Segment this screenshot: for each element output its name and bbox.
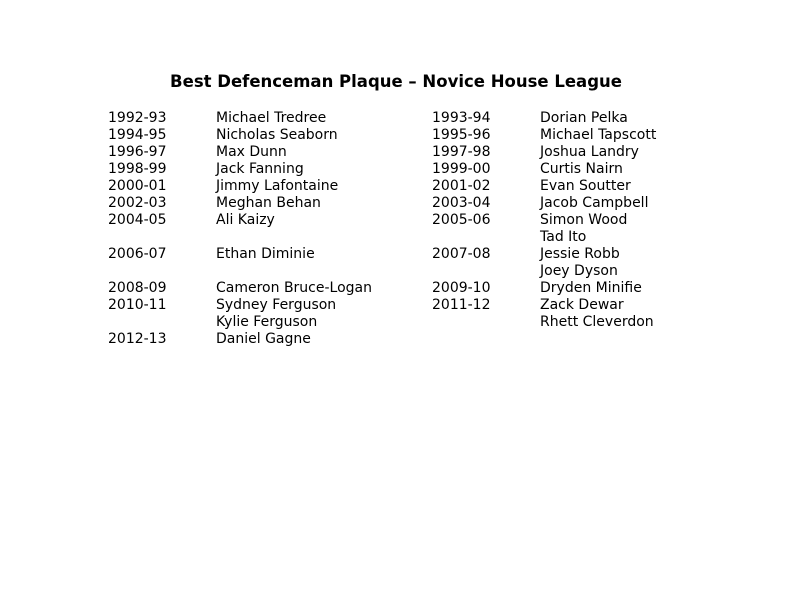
- season-year: 2012-13: [108, 331, 167, 347]
- season-year: 2002-03: [108, 195, 167, 211]
- winner-name: Michael Tredree: [216, 110, 327, 126]
- winner-name: Evan Soutter: [540, 178, 631, 194]
- winner-name: Joey Dyson: [540, 263, 618, 279]
- winner-name: Dorian Pelka: [540, 110, 628, 126]
- winner-name: Sydney Ferguson: [216, 297, 337, 313]
- season-year: 2006-07: [108, 246, 167, 262]
- winner-name: Ali Kaizy: [216, 212, 275, 228]
- winner-name: Jacob Campbell: [540, 195, 649, 211]
- winner-name: Zack Dewar: [540, 297, 624, 313]
- season-year: 1996-97: [108, 144, 167, 160]
- winner-name: Ethan Diminie: [216, 246, 315, 262]
- winner-name: Nicholas Seaborn: [216, 127, 338, 143]
- season-year: 2000-01: [108, 178, 167, 194]
- season-year: 1992-93: [108, 110, 167, 126]
- winner-name: Max Dunn: [216, 144, 287, 160]
- winner-name: Simon Wood: [540, 212, 628, 228]
- season-year: 2011-12: [432, 297, 491, 313]
- winner-name: Jessie Robb: [540, 246, 620, 262]
- season-year: 2003-04: [432, 195, 491, 211]
- winner-name: Kylie Ferguson: [216, 314, 318, 330]
- season-year: 1993-94: [432, 110, 491, 126]
- winner-name: Tad Ito: [540, 229, 587, 245]
- winner-name: Meghan Behan: [216, 195, 321, 211]
- winner-name: Curtis Nairn: [540, 161, 623, 177]
- season-year: 2007-08: [432, 246, 491, 262]
- winner-name: Michael Tapscott: [540, 127, 657, 143]
- season-year: 2005-06: [432, 212, 491, 228]
- winner-name: Cameron Bruce-Logan: [216, 280, 372, 296]
- winner-name: Dryden Minifie: [540, 280, 642, 296]
- winner-name: Jimmy Lafontaine: [216, 178, 339, 194]
- season-year: 1998-99: [108, 161, 167, 177]
- season-year: 2004-05: [108, 212, 167, 228]
- winner-name: Jack Fanning: [216, 161, 304, 177]
- season-year: 1995-96: [432, 127, 491, 143]
- winner-name: Joshua Landry: [540, 144, 639, 160]
- winner-name: Daniel Gagne: [216, 331, 311, 347]
- season-year: 1999-00: [432, 161, 491, 177]
- season-year: 1994-95: [108, 127, 167, 143]
- season-year: 2010-11: [108, 297, 167, 313]
- winner-name: Rhett Cleverdon: [540, 314, 654, 330]
- season-year: 2001-02: [432, 178, 491, 194]
- season-year: 2008-09: [108, 280, 167, 296]
- page-title: Best Defenceman Plaque – Novice House League: [170, 72, 622, 91]
- season-year: 1997-98: [432, 144, 491, 160]
- season-year: 2009-10: [432, 280, 491, 296]
